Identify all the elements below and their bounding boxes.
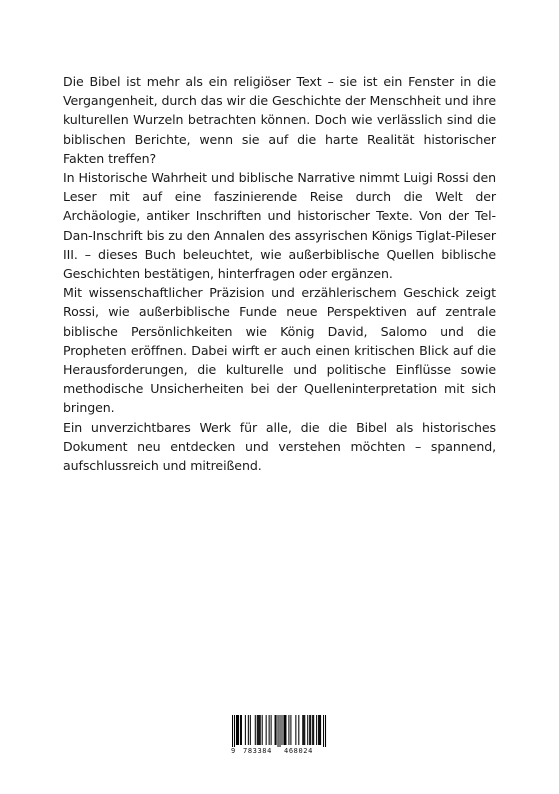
barcode-bar [258,715,259,745]
barcode-bar [262,715,263,745]
barcode-bar [240,715,241,745]
barcode-bar [234,715,235,747]
isbn-barcode [230,713,328,757]
barcode-bar [307,715,308,745]
blurb-paragraph-3: Mit wissenschaftlicher Präzision und erzählerischem Geschick zeigt Rossi, wie außerbiblische Funde neue Perspektiven auf zentrale biblische Persönlichkeiten wie König David, Salomo und die Propheten eröffnen. Dabei wirft er auch einen kritischen Blick auf die Herausforderungen, die kulturelle und politische Einflüsse sowie methodische Unsicherheiten bei der Quelleninterpretation mit sich bringen. [63,285,496,416]
barcode-bar [257,715,258,745]
barcode-bar [288,715,289,745]
barcode-bar [323,715,324,747]
barcode-bar [245,715,246,745]
barcode-digits [230,746,328,756]
barcode-bar [284,715,285,745]
barcode-bars [230,713,328,747]
blurb-paragraph-2: In Historische Wahrheit und biblische Narrative nimmt Luigi Rossi den Leser mit auf eine faszinierende Reise durch die Welt der Archäologie, antiker Inschriften und historischer Texte. Von der Tel-Dan-Inschrift bis zu den Annalen des assyrischen Königs Tiglat-Pileser III. – dieses Buch beleuchtet, wie außerbiblische Quellen biblische Geschichten bestätigen, hinterfragen oder ergänzen. [63,170,496,282]
barcode-bar [302,715,303,745]
barcode-bar [325,715,326,747]
barcode-bar [298,715,299,745]
blurb-paragraph-1: Die Bibel ist mehr als ein religiöser Text – sie ist ein Fenster in die Vergangenheit, durch das wir die Geschichte der Menschheit und ihre kulturellen Wurzeln betrachten können. Doch wie verlässlich sind die biblischen Berichte, wenn sie auf die harte Realität historischer Fakten treffen? [63,74,496,166]
barcode-bar [320,715,321,745]
blurb-paragraph-4: Ein unverzichtbares Werk für alle, die die Bibel als historisches Dokument neu entdecken und verstehen möchten – spannend, aufschlussreich und mitreißend. [63,419,496,474]
barcode-bar [238,715,239,745]
barcode-bar [295,715,296,745]
barcode-bar [259,715,260,745]
barcode-bar [309,715,310,745]
barcode-bar [319,715,320,745]
barcode-bar [312,715,313,745]
barcode-bar [236,715,237,745]
barcode-bar [303,715,304,745]
barcode-bar [271,715,272,745]
barcode-bar [237,715,238,745]
barcode-bar [276,715,277,745]
barcode-left-digits: 783384 [243,747,272,755]
barcode-bar [260,715,261,745]
barcode-bar [316,715,317,745]
barcode-bar [279,715,280,747]
barcode-bar [304,715,305,745]
barcode-bar [248,715,249,745]
barcode-right-digits: 468024 [284,747,313,755]
barcode-bar [285,715,286,745]
barcode-bar [281,715,282,745]
barcode-bar [232,715,233,747]
back-cover-blurb [63,72,496,475]
barcode-bar [290,715,291,745]
barcode-first-digit: 9 [231,747,236,755]
barcode-bar [310,715,311,745]
barcode-bar [250,715,251,745]
barcode-bar [266,715,267,745]
barcode-bar [255,715,256,745]
barcode-bar [269,715,270,745]
barcode-bar [318,715,319,745]
barcode-bar [313,715,314,745]
barcode-bar [275,715,276,745]
barcode-bar [241,715,242,745]
barcode-bar [283,715,284,745]
barcode-bar [278,715,279,747]
